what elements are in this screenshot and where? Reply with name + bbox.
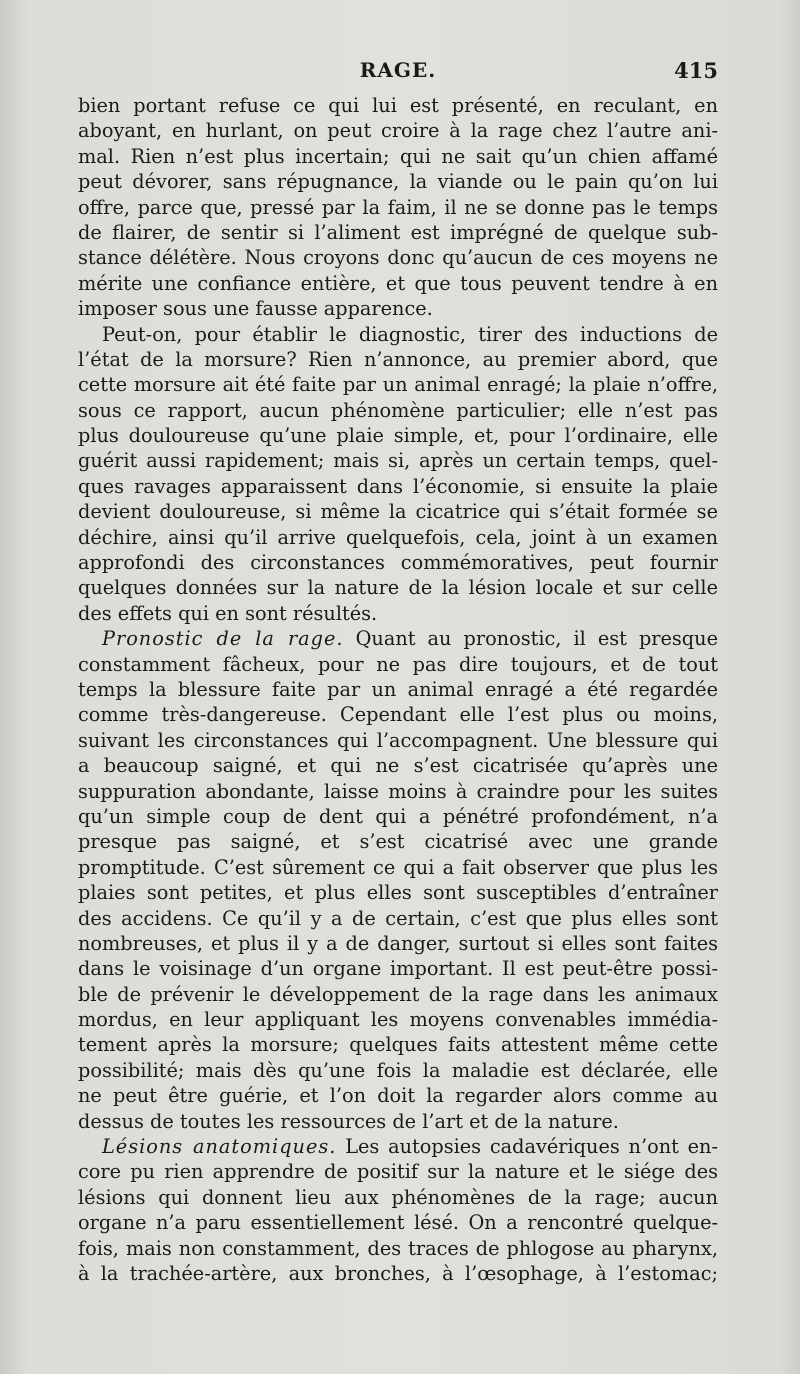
text-line: stance délétère. Nous croyons donc qu’aucun de ces moyens ne [78,246,718,270]
text-line: temps la blessure faite par un animal enragé a été regardée [78,677,718,701]
text-line: déchire, ainsi qu’il arrive quelquefois, cela, joint à un examen [78,525,718,549]
text-line: comme très-dangereuse. Cependant elle l’est plus ou moins, [78,703,718,727]
text-line [78,626,718,651]
text-line: quelques données sur la nature de la lésion locale et sur celle [78,576,718,600]
paragraph [78,1134,718,1286]
text-line [78,1134,718,1159]
text-line: possibilité; mais dès qu’une fois la maladie est déclarée, elle [78,1058,718,1082]
text-line: offre, parce que, pressé par la faim, il ne se donne pas le temps [78,195,718,219]
text-line: cette morsure ait été faite par un animal enragé; la plaie n’offre, [78,373,718,397]
text-run: Quant au pronostic, il est presque [355,627,718,651]
text-line: l’état de la morsure? Rien n’annonce, au premier abord, que [78,347,718,371]
text-line: nombreuses, et plus il y a de danger, surtout si elles sont faites [78,931,718,955]
text-line: mordus, en leur appliquant les moyens convenables immédia- [78,1008,718,1032]
text-line: mérite une confiance entière, et que tous peuvent tendre à en [78,271,718,295]
paragraph [78,93,718,322]
text-line: dans le voisinage d’un organe important. Il est peut-être possi- [78,957,718,981]
text-line: imposer sous une fausse apparence. [78,297,433,321]
text-line: plaies sont petites, et plus elles sont susceptibles d’entraîner [78,881,718,905]
section-heading: Pronostic de la rage. [102,627,344,651]
text-line: lésions qui donnent lieu aux phénomènes de la rage; aucun [78,1185,718,1209]
text-line: organe n’a paru essentiellement lésé. On a rencontré quelque- [78,1211,718,1235]
page-number: 415 [674,58,718,83]
text-line: qu’un simple coup de dent qui a pénétré profondément, n’a [78,804,718,828]
text-line: tement après la morsure; quelques faits attestent même cette [78,1033,718,1057]
running-title: RAGE. [359,58,437,82]
text-line: ne peut être guérie, et l’on doit la regarder alors comme au [78,1084,718,1108]
text-run: Les autopsies cadavériques n’ont en- [345,1135,718,1159]
text-line: constamment fâcheux, pour ne pas dire toujours, et de tout [78,652,718,676]
text-line: bien portant refuse ce qui lui est présenté, en reculant, en [78,94,718,117]
text-line: aboyant, en hurlant, on peut croire à la rage chez l’autre ani- [78,119,718,143]
text-line: guérit aussi rapidement; mais si, après un certain temps, quel- [78,449,718,473]
text-line: des effets qui en sont résultés. [78,601,378,625]
text-line: a beaucoup saigné, et qui ne s’est cicatrisée qu’après une [78,754,718,778]
text-line: ble de prévenir le développement de la rage dans les animaux [78,982,718,1006]
text-line: approfondi des circonstances commémoratives, peut fournir [78,551,718,575]
text-line: des accidens. Ce qu’il y a de certain, c’est que plus elles sont [78,906,718,930]
body-text [78,93,718,1286]
text-line: fois, mais non constamment, des traces de phlogose au pharynx, [78,1236,718,1260]
text-line: de flairer, de sentir si l’aliment est imprégné de quelque sub- [78,220,718,244]
text-line: sous ce rapport, aucun phénomène particulier; elle n’est pas [78,398,718,422]
text-line: devient douloureuse, si même la cicatrice qui s’était formée se [78,500,718,524]
text-line: ques ravages apparaissent dans l’économie, si ensuite la plaie [78,474,718,498]
paragraph [78,626,718,1134]
text-line: à la trachée-artère, aux bronches, à l’œsophage, à l’estomac; [78,1261,718,1285]
text-line: Peut-on, pour établir le diagnostic, tirer des inductions de [102,322,718,346]
page-header [78,58,718,88]
text-line: peut dévorer, sans répugnance, la viande ou le pain qu’on lui [78,170,718,194]
text-line: dessus de toutes les ressources de l’art et de la nature. [78,1109,619,1133]
text-line: plus douloureuse qu’une plaie simple, et, pour l’ordinaire, elle [78,424,718,448]
text-line: mal. Rien n’est plus incertain; qui ne sait qu’un chien affamé [78,144,718,168]
text-line: suivant les circonstances qui l’accompagnent. Une blessure qui [78,728,718,752]
text-line: presque pas saigné, et s’est cicatrisé avec une grande [78,830,718,854]
paragraph [78,322,718,627]
text-line: core pu rien apprendre de positif sur la nature et le siége des [78,1160,718,1184]
text-line: promptitude. C’est sûrement ce qui a fait observer que plus les [78,855,718,879]
section-heading: Lésions anatomiques. [102,1135,337,1159]
text-line: suppuration abondante, laisse moins à craindre pour les suites [78,779,718,803]
